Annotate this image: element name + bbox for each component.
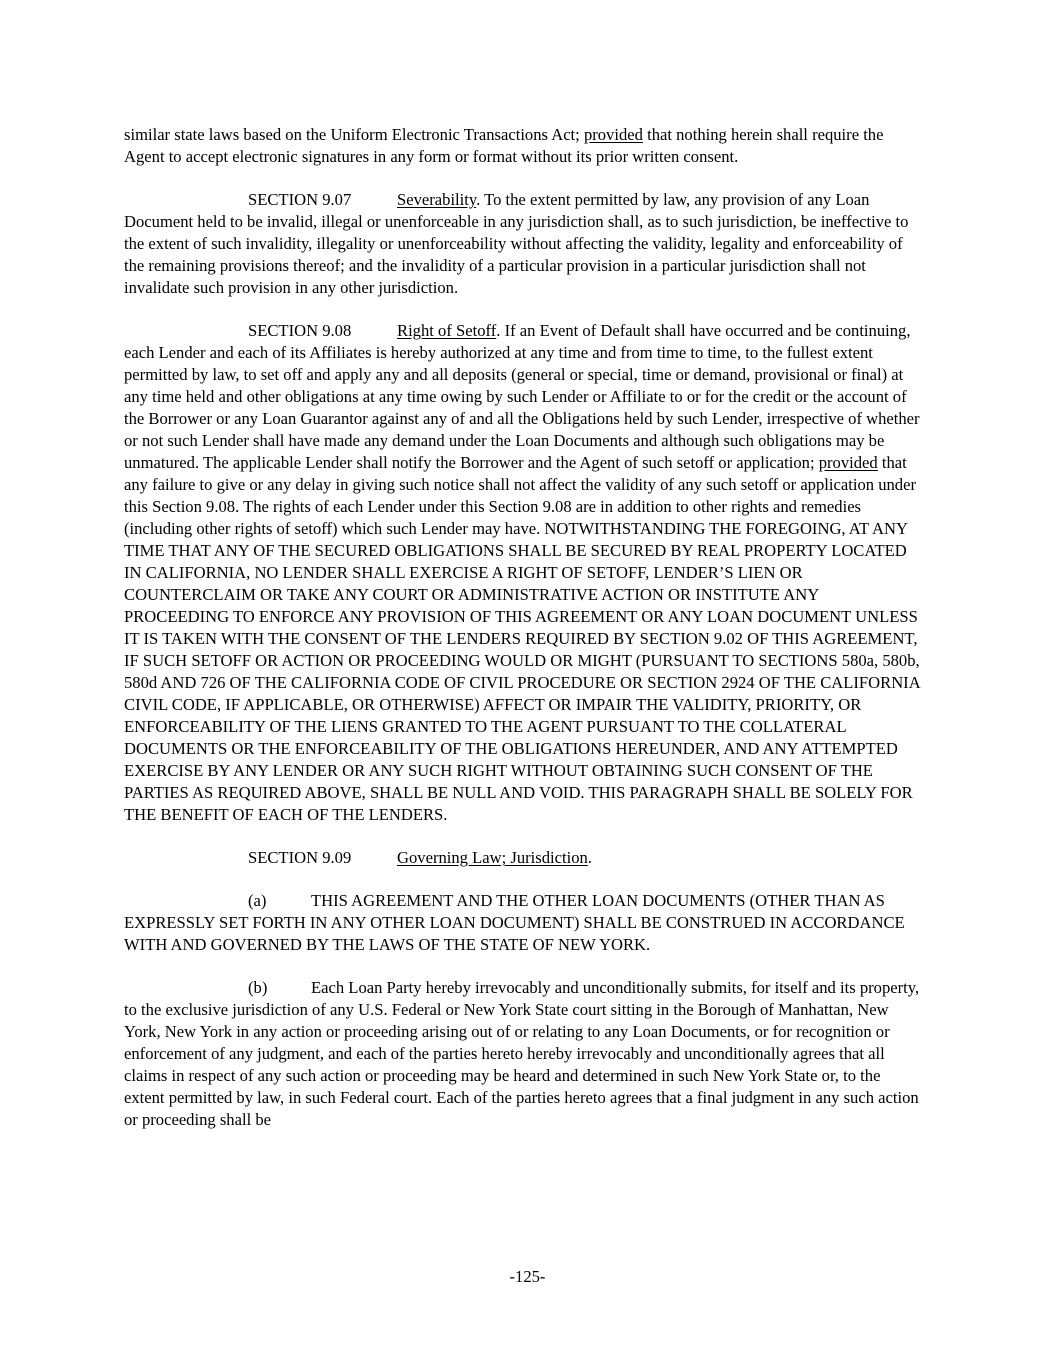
section-9-07-body: . To the extent permitted by law, any provision of any Loan Document held to be invalid, illegal or unenforceable in any jurisdiction shall, as to such jurisdiction, be ineffective to the extent of such invalidity, illegality or unenforceability without affecting the validity, legality and enforceability of the remaining provisions thereof; and the invalidity of a particular provision in a particular jurisdiction shall not invalidate such provision in any other jurisdiction. — [124, 190, 909, 297]
paragraph-continuation — [124, 124, 924, 168]
p0-text-2: that nothing herein shall require the Agent to accept electronic signatures in any form or format without its prior written consent. — [124, 125, 884, 166]
subsection-a-label: (a) — [248, 891, 267, 910]
subsection-a-body: THIS AGREEMENT AND THE OTHER LOAN DOCUMENTS (OTHER THAN AS EXPRESSLY SET FORTH IN ANY OTHER LOAN DOCUMENT) SHALL BE CONSTRUED IN ACCORDANCE WITH AND GOVERNED BY THE LAWS OF THE STATE OF NEW YORK. — [124, 891, 905, 954]
section-9-07 — [124, 189, 924, 299]
section-9-09 — [124, 847, 924, 869]
section-9-07-label: SECTION 9.07 — [248, 190, 352, 209]
section-9-08-body-1: . If an Event of Default shall have occurred and be continuing, each Lender and each of its Affiliates is hereby authorized at any time and from time to time, to the fullest extent permitted by law, to set off and apply any and all deposits (general or special, time or demand, provisional or final) at any time held and other obligations at any time owing by such Lender or Affiliate to or for the credit or the account of the Borrower or any Loan Guarantor against any of and all the Obligations held by such Lender, irrespective of whether or not such Lender shall have made any demand under the Loan Documents and although such obligations may be unmatured. The applicable Lender shall notify the Borrower and the Agent of such setoff or application; — [124, 321, 920, 472]
document-page — [124, 124, 924, 1152]
section-9-08-body-2: that any failure to give or any delay in giving such notice shall not affect the validity of any such setoff or application under this Section 9.08. The rights of each Lender under this Section 9.08 are in addition to other rights and remedies (including other rights of setoff) which such Lender may have. NOTWITHSTANDING THE FOREGOING, AT ANY TIME THAT ANY OF THE SECURED OBLIGATIONS SHALL BE SECURED BY REAL PROPERTY LOCATED IN CALIFORNIA, NO LENDER SHALL EXERCISE A RIGHT OF SETOFF, LENDER’S LIEN OR COUNTERCLAIM OR TAKE ANY COURT OR ADMINISTRATIVE ACTION OR INSTITUTE ANY PROCEEDING TO ENFORCE ANY PROVISION OF THIS AGREEMENT OR ANY LOAN DOCUMENT UNLESS IT IS TAKEN WITH THE CONSENT OF THE LENDERS REQUIRED BY SECTION 9.02 OF THIS AGREEMENT, IF SUCH SETOFF OR ACTION OR PROCEEDING WOULD OR MIGHT (PURSUANT TO SECTIONS 580a, 580b, 580d AND 726 OF THE CALIFORNIA CODE OF CIVIL PROCEDURE OR SECTION 2924 OF THE CALIFORNIA CIVIL CODE, IF APPLICABLE, OR OTHERWISE) AFFECT OR IMPAIR THE VALIDITY, PRIORITY, OR ENFORCEABILITY OF THE LIENS GRANTED TO THE AGENT PURSUANT TO THE COLLATERAL DOCUMENTS OR THE ENFORCEABILITY OF THE OBLIGATIONS HEREUNDER, AND ANY ATTEMPTED EXERCISE BY ANY LENDER OR ANY SUCH RIGHT WITHOUT OBTAINING SUCH CONSENT OF THE PARTIES AS REQUIRED ABOVE, SHALL BE NULL AND VOID. THIS PARAGRAPH SHALL BE SOLELY FOR THE BENEFIT OF EACH OF THE LENDERS. — [124, 453, 920, 824]
section-9-09-title: Governing Law; Jurisdiction — [397, 848, 588, 867]
subsection-b — [124, 977, 924, 1131]
section-9-07-title: Severability — [397, 190, 477, 209]
subsection-b-body: Each Loan Party hereby irrevocably and unconditionally submits, for itself and its property, to the exclusive jurisdiction of any U.S. Federal or New York State court sitting in the Borough of Manhattan, New York, New York in any action or proceeding arising out of or relating to any Loan Documents, or for recognition or enforcement of any judgment, and each of the parties hereto hereby irrevocably and unconditionally agrees that all claims in respect of any such action or proceeding may be heard and determined in such New York State or, to the extent permitted by law, in such Federal court. Each of the parties hereto agrees that a final judgment in any such action or proceeding shall be — [124, 978, 920, 1129]
section-9-09-label: SECTION 9.09 — [248, 848, 352, 867]
section-9-08 — [124, 320, 924, 826]
section-9-08-label: SECTION 9.08 — [248, 321, 352, 340]
p0-provided: provided — [583, 125, 643, 144]
p0-text-1: similar state laws based on the Uniform Electronic Transactions Act; — [124, 125, 584, 144]
subsection-a — [124, 890, 924, 956]
page-number: -125- — [509, 1267, 546, 1286]
subsection-b-label: (b) — [248, 978, 268, 997]
section-9-09-period: . — [587, 848, 592, 867]
section-9-08-provided: provided — [818, 453, 878, 472]
section-9-08-title: Right of Setoff — [397, 321, 497, 340]
